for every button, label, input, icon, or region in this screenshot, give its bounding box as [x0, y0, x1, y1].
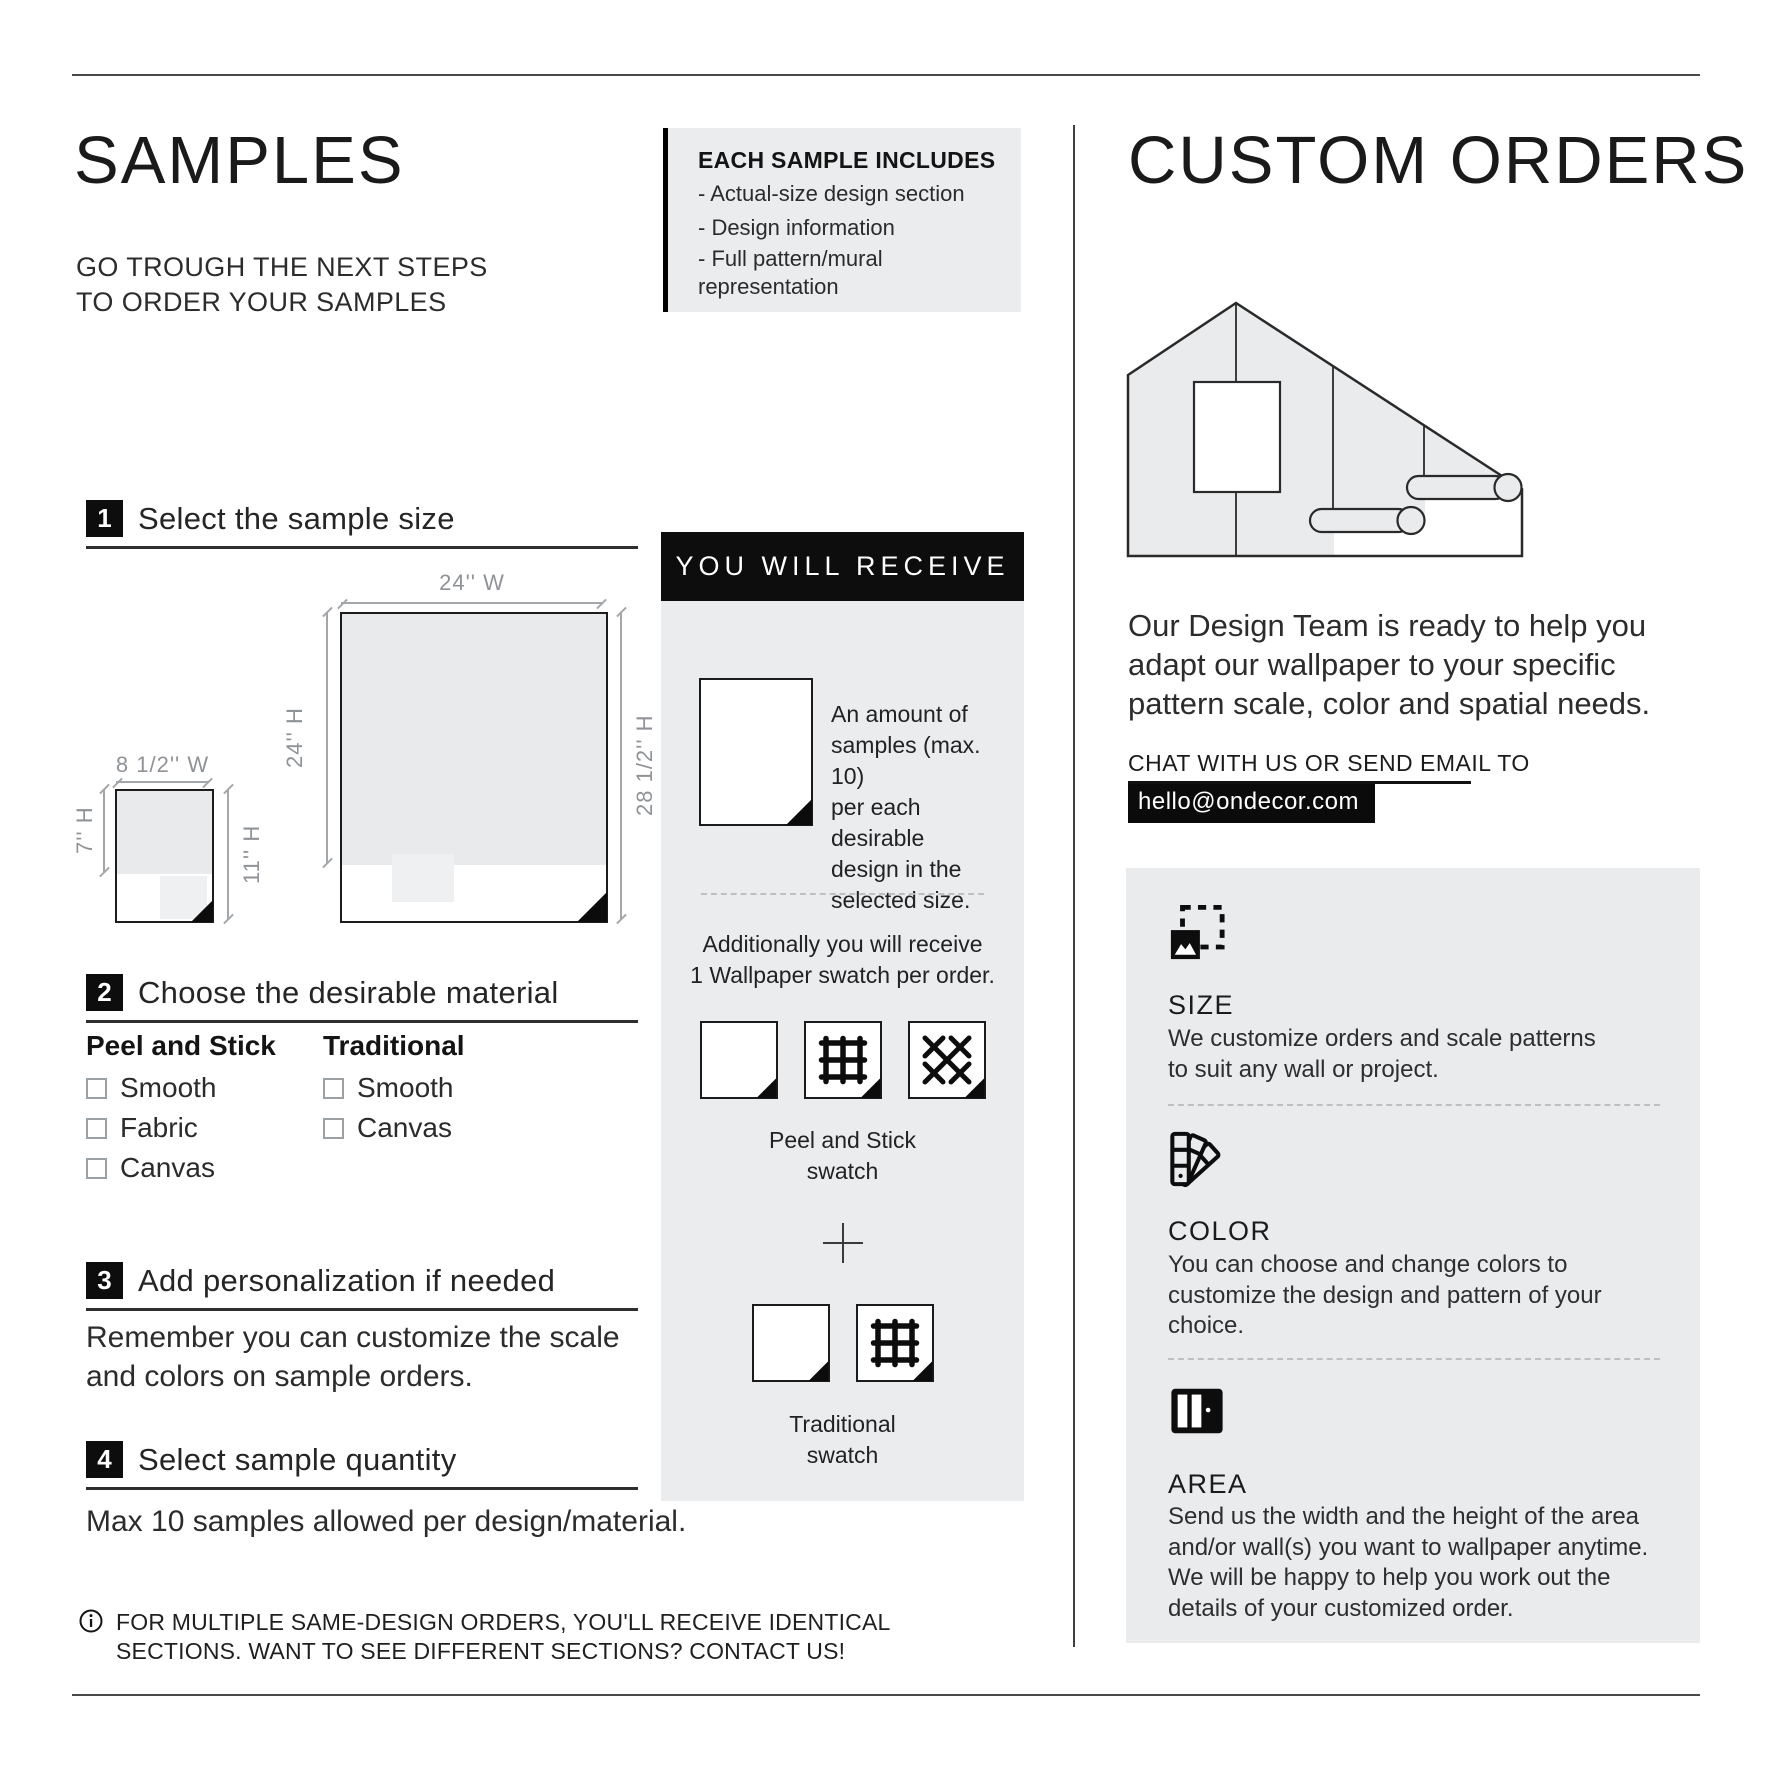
step-4-note: Max 10 samples allowed per design/material.	[86, 1505, 687, 1538]
blank-sample-page-icon	[699, 678, 813, 826]
step-4-badge: 4	[86, 1441, 123, 1478]
house-wallpaper-illustration	[1125, 295, 1525, 559]
large-left-dimension-line	[326, 612, 328, 863]
traditional-heading: Traditional	[323, 1030, 465, 1061]
small-left-dimension-line	[103, 789, 105, 872]
checkbox-icon[interactable]	[323, 1118, 344, 1139]
includes-item: - Design information	[698, 215, 895, 240]
crosshatch-swatch-icon	[908, 1021, 986, 1099]
dashed-divider	[1168, 1358, 1660, 1360]
folded-corner-icon	[577, 892, 607, 922]
small-sample-gray-area	[117, 791, 212, 874]
crosshatch-pattern	[921, 1034, 973, 1086]
plain-swatch-icon	[752, 1304, 830, 1382]
grid-pattern	[870, 1318, 920, 1368]
checkbox-icon[interactable]	[323, 1078, 344, 1099]
feature-size-text: We customize orders and scale patterns to suit any wall or project.	[1168, 1025, 1596, 1083]
small-width-label: 8 1/2'' W	[115, 752, 210, 777]
footnote	[78, 1608, 891, 1666]
footnote-text: FOR MULTIPLE SAME-DESIGN ORDERS, YOU'LL RECEIVE IDENTICAL SECTIONS. WANT TO SEE DIFFERENT SECTIONS? CONTACT US!	[116, 1609, 891, 1664]
each-sample-includes-box	[663, 128, 1021, 312]
material-option-traditional-canvas: Canvas	[323, 1112, 452, 1144]
material-option-peel-smooth: Smooth	[86, 1072, 217, 1104]
you-will-receive-banner	[661, 532, 1024, 601]
email-link[interactable]: hello@ondecor.com	[1128, 784, 1375, 823]
feature-color-text: You can choose and change colors to customize the design and pattern of your choice.	[1168, 1251, 1602, 1339]
plain-swatch-icon	[700, 1021, 778, 1099]
column-divider	[1073, 125, 1075, 1647]
folded-corner-icon	[786, 799, 812, 825]
small-left-height-label: 7'' H	[72, 806, 97, 855]
dashed-divider	[701, 893, 984, 895]
large-left-height-label: 24'' H	[282, 707, 307, 768]
step-2-badge: 2	[86, 974, 123, 1011]
traditional-swatch-label: Traditional swatch	[789, 1411, 896, 1468]
grid-swatch-icon	[804, 1021, 882, 1099]
samples-intro: GO TROUGH THE NEXT STEPS TO ORDER YOUR SAMPLES	[76, 252, 488, 318]
small-width-dimension-line	[116, 781, 209, 783]
large-width-label: 24'' W	[439, 570, 505, 595]
large-sample-gray-area	[342, 614, 606, 865]
checkbox-icon[interactable]	[86, 1118, 107, 1139]
resize-image-icon	[1168, 904, 1226, 962]
large-sample-swatch-square	[392, 854, 454, 902]
feature-size-title: SIZE	[1168, 990, 1235, 1020]
dashed-divider	[1168, 1104, 1660, 1106]
includes-item: - Full pattern/mural representation	[698, 246, 883, 299]
feature-color-title: COLOR	[1168, 1216, 1272, 1246]
step-3-label: Add personalization if needed	[138, 1262, 556, 1298]
samples-amount-note: An amount of samples (max. 10) per each desirable design in the selected size.	[831, 701, 981, 913]
checkbox-icon[interactable]	[86, 1158, 107, 1179]
includes-heading: EACH SAMPLE INCLUDES	[698, 147, 996, 173]
material-option-traditional-smooth: Smooth	[323, 1072, 454, 1104]
step-1-header	[86, 500, 638, 549]
custom-orders-title: CUSTOM ORDERS	[1128, 123, 1749, 198]
includes-item: - Actual-size design section	[698, 181, 965, 206]
samples-title: SAMPLES	[74, 123, 405, 198]
additional-swatch-note: Additionally you will receive 1 Wallpaper swatch per order.	[690, 931, 995, 988]
feature-area-title: AREA	[1168, 1469, 1248, 1499]
grid-pattern	[818, 1035, 868, 1085]
small-sample-swatch-square	[160, 876, 207, 919]
sample-size-diagram	[74, 556, 674, 936]
grid-swatch-icon	[856, 1304, 934, 1382]
folded-corner-icon	[757, 1078, 777, 1098]
large-right-height-label: 28 1/2'' H	[632, 714, 657, 817]
peel-and-stick-heading: Peel and Stick	[86, 1030, 276, 1061]
step-1-badge: 1	[86, 500, 123, 537]
chat-label: CHAT WITH US OR SEND EMAIL TO	[1128, 750, 1530, 776]
you-will-receive-panel	[661, 601, 1024, 1501]
custom-features-panel	[1126, 868, 1700, 1643]
small-right-height-label: 11'' H	[239, 824, 264, 884]
material-option-peel-fabric: Fabric	[86, 1112, 198, 1144]
step-1-label: Select the sample size	[138, 500, 455, 536]
peel-swatch-row	[661, 1021, 1024, 1099]
large-width-dimension-line	[341, 602, 603, 604]
step-3-note: Remember you can customize the scale and colors on sample orders.	[86, 1321, 620, 1393]
color-swatches-icon	[1168, 1130, 1226, 1188]
step-4-header	[86, 1441, 638, 1490]
traditional-swatch-row	[661, 1304, 1024, 1382]
custom-intro: Our Design Team is ready to help you adapt our wallpaper to your specific pattern scale, color and spatial needs.	[1128, 608, 1651, 721]
step-3-header	[86, 1262, 638, 1311]
info-circle-icon	[78, 1608, 104, 1634]
wall-panels-icon	[1168, 1382, 1226, 1440]
step-4-label: Select sample quantity	[138, 1441, 457, 1477]
checkbox-icon[interactable]	[86, 1078, 107, 1099]
large-sample-rect	[340, 612, 608, 923]
peel-swatch-label: Peel and Stick swatch	[768, 1127, 917, 1184]
feature-area-text: Send us the width and the height of the area and/or wall(s) you want to wallpaper anytime. We will be happy to help you work out the details of your customized order.	[1168, 1503, 1649, 1622]
banner-text: YOU WILL RECEIVE	[675, 551, 1010, 581]
bottom-rule	[72, 1694, 1700, 1696]
plus-icon	[823, 1223, 863, 1263]
top-rule	[72, 74, 1700, 76]
step-3-badge: 3	[86, 1262, 123, 1299]
small-sample-rect	[115, 789, 214, 923]
large-right-dimension-line	[620, 612, 622, 919]
step-2-header	[86, 974, 638, 1023]
small-right-dimension-line	[227, 789, 229, 919]
material-option-peel-canvas: Canvas	[86, 1152, 215, 1184]
step-2-label: Choose the desirable material	[138, 974, 559, 1010]
folded-corner-icon	[809, 1361, 829, 1381]
